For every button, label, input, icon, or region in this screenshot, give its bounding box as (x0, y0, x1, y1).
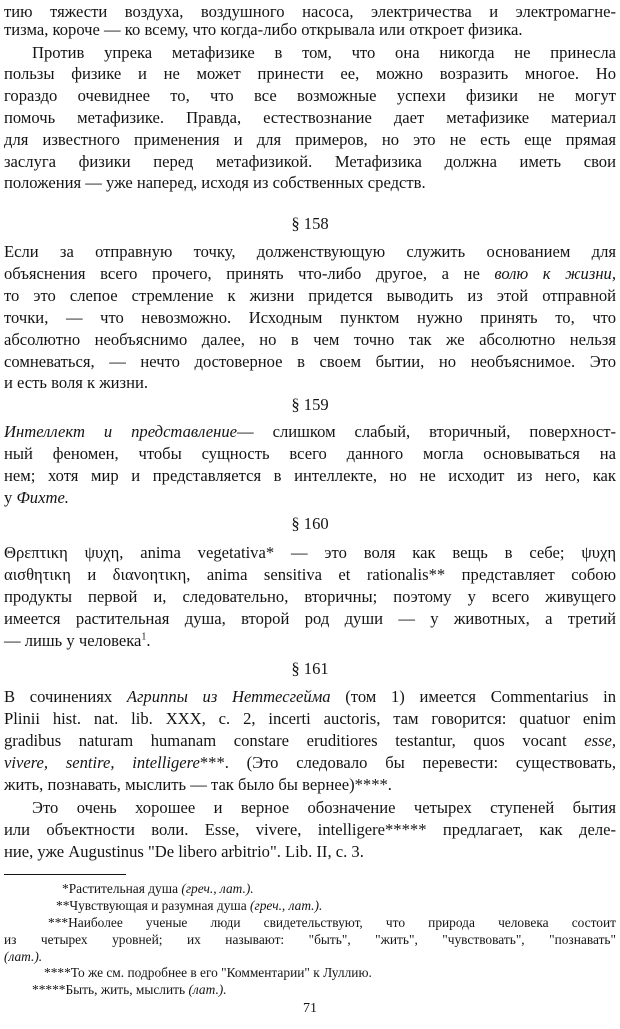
text-line: для известного применения и для примеров, но это не есть еще прямая (4, 130, 616, 149)
text-run: В сочинениях (4, 687, 127, 706)
text-run: ***. (Это следовало бы перевести: существовать, (199, 753, 616, 772)
text-run: — лишь у человека (4, 631, 142, 650)
text-line: продукты первой и, следовательно, вторичны; поэтому у всего живущего (4, 587, 616, 606)
text-run: **Чувствующая и разумная душа (56, 898, 251, 913)
text-run: у (4, 488, 17, 507)
footnote (32, 981, 616, 998)
footnote: из четырех уровней; их называют: "быть", "жить", "чувствовать", "познавать" (4, 932, 616, 947)
text-line: гораздо очевиднее то, что все возможные успехи физики не могут (4, 86, 616, 105)
text-line: Это очень хорошее и верное обозначение четырех ступеней бытия (32, 798, 616, 817)
page-number: 71 (303, 1001, 317, 1016)
footnote: ***Наиболее ученые люди свидетельствуют, что природа человека состоит (48, 915, 616, 930)
italic-text: Фихте. (16, 488, 69, 507)
text-line: абсолютно необъяснимо далее, но в чем точно так же абсолютно нельзя (4, 330, 616, 349)
text-line: Если за отправную точку, долженствующую служить основанием для (4, 242, 616, 261)
text-line: и есть воля к жизни. (4, 373, 149, 392)
footnote (4, 948, 616, 965)
text-line (4, 262, 616, 286)
text-line: ный феномен, чтобы сущность всего данного могла основываться на (4, 444, 616, 463)
text-line: положения — уже наперед, исходя из собственных средств. (4, 173, 426, 192)
text-run: gradibus naturam humanam constare eruditiores testantur, quos vocant (4, 731, 585, 750)
text-line: жить, познавать, мыслить — так было бы вернее)****. (4, 775, 392, 794)
text-line: помочь метафизике. Правда, естествознание дает метафизике материал (4, 108, 616, 127)
text-line (4, 729, 616, 753)
section-heading-158: § 158 (291, 214, 329, 233)
text-line (4, 420, 616, 444)
text-line: имеется растительная душа, второй род души — у животных, а третий (4, 609, 616, 628)
footnote: ****То же см. подробнее в его "Комментарии" к Луллию. (44, 965, 372, 980)
text-run: объяснения всего прочего, принять что-либо другое, а не (4, 264, 495, 283)
text-line (4, 486, 616, 510)
text-line: нем; хотя мир и представляется в интеллекте, но не исходит из него, как (4, 466, 616, 485)
text-line: пользы физике и не может принести ее, можно возразить многое. Но (4, 64, 616, 83)
section-heading-161: § 161 (291, 659, 329, 678)
text-line: ние, уже Augustinus "De libero arbitrio". Lib. II, c. 3. (4, 842, 364, 861)
text-line: сомневаться, — нечто достоверное в своем бытии, но необъяснимое. Это (4, 352, 616, 371)
italic-text: (греч., лат.). (181, 881, 254, 896)
text-run: *Растительная душа (62, 881, 182, 896)
text-line: тизма, короче — ко всему, что когда-либо открывала или откроет физика. (4, 20, 523, 39)
text-run: *****Быть, жить, мыслить (32, 982, 189, 997)
text-line: или объектности воли. Esse, vivere, intelligere***** предлагает, как деле- (4, 820, 616, 839)
footnote (56, 897, 616, 914)
text-line: заслуга физики перед метафизикой. Метафизика должна иметь свои (4, 152, 616, 171)
text-line: αισθητικη и διανοητικη, anima sensitiva et rationalis** представляет собою (4, 565, 616, 584)
text-run: . (146, 631, 151, 650)
italic-text: (лат.). (188, 982, 227, 997)
text-line (4, 685, 616, 709)
italic-text: esse, (584, 731, 616, 750)
footnote (62, 880, 616, 897)
italic-text: (греч., лат.). (250, 898, 323, 913)
italic-text: Интеллект и представление (4, 422, 238, 441)
italic-text: vivere, sentire, intelligere (4, 753, 200, 772)
text-line: Θρεπτικη ψυχη, anima vegetativa* — это воля как вещь в себе; ψυχη (4, 543, 616, 562)
text-line: точки, — что невозможно. Исходным пунктом нужно принять то, что (4, 308, 616, 327)
footnote-ref: 1 (141, 631, 147, 643)
text-run: — слишком слабый, вторичный, поверхност- (237, 422, 617, 441)
text-line (4, 751, 616, 775)
italic-text: волю к жизни, (494, 264, 616, 283)
text-line: то это слепое стремление к жизни придется выводить из этой отправной (4, 286, 616, 305)
italic-text: (лат.). (4, 949, 43, 964)
text-line: Против упрека метафизике в том, что она никогда не принесла (32, 43, 616, 62)
text-line (4, 629, 616, 653)
footnote-divider (4, 874, 126, 875)
text-line: тию тяжести воздуха, воздушного насоса, электричества и электромагне- (4, 2, 616, 21)
section-heading-160: § 160 (291, 514, 329, 533)
text-line: Plinii hist. nat. lib. XXX, c. 2, incerti auctoris, там говорится: quatuor enim (4, 709, 616, 728)
italic-text: Агриппы из Неттесгейма (126, 687, 331, 706)
text-run: (том 1) имеется Commentarius in (330, 687, 616, 706)
section-heading-159: § 159 (291, 395, 329, 414)
